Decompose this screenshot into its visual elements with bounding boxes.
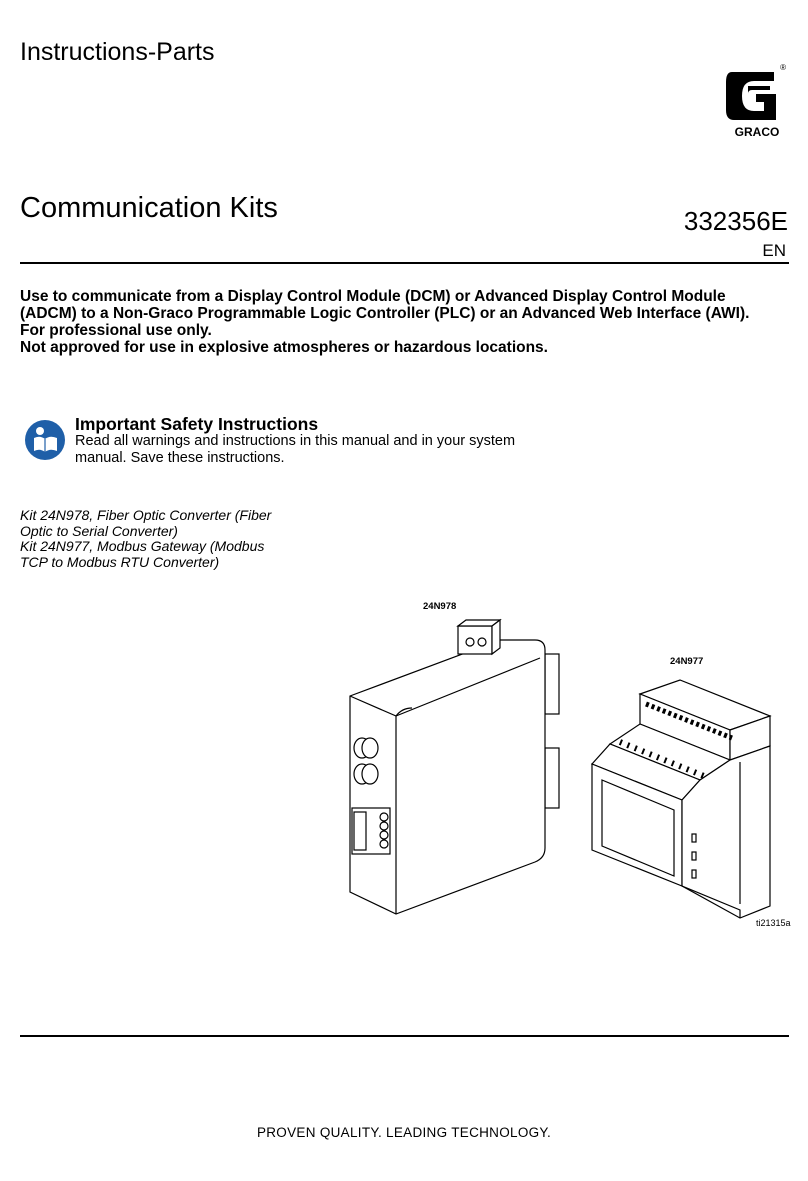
safety-line: Read all warnings and instructions in this manual and in your system <box>75 433 516 449</box>
modbus-gateway <box>592 680 770 924</box>
brand-name: GRACO <box>734 125 780 139</box>
footer-slogan: PROVEN QUALITY. LEADING TECHNOLOGY. <box>256 1125 552 1140</box>
safety-line: manual. Save these instructions. <box>75 449 285 466</box>
registered-mark: ® <box>780 64 786 72</box>
language-code: EN <box>762 241 786 260</box>
intro-line: Use to communicate from a Display Control Module (DCM) or Advanced Display Control Module <box>20 288 726 305</box>
product-illustration <box>340 612 790 928</box>
kit-line: Kit 24N977, Modbus Gateway (Modbus <box>20 538 265 554</box>
read-manual-icon <box>24 419 66 461</box>
header-divider <box>20 262 789 264</box>
kit-line: TCP to Modbus RTU Converter) <box>20 553 220 570</box>
graco-logo <box>724 64 790 140</box>
page-title: Communication Kits <box>20 192 278 224</box>
document-number: 332356E <box>683 206 788 236</box>
fiber-optic-converter <box>350 620 559 914</box>
kit-line: Kit 24N978, Fiber Optic Converter (Fiber <box>20 507 272 523</box>
kit-line: Optic to Serial Converter) <box>20 522 178 539</box>
footer-divider <box>20 1035 789 1037</box>
figure-reference: ti21315a <box>756 918 791 928</box>
document-type: Instructions-Parts <box>20 38 215 66</box>
intro-paragraph <box>20 288 790 356</box>
safety-title: Important Safety Instructions <box>75 414 319 434</box>
figure-label-24n977: 24N977 <box>670 656 704 667</box>
intro-line: For professional use only. <box>20 322 212 339</box>
kit-list <box>20 508 320 570</box>
intro-line: (ADCM) to a Non-Graco Programmable Logic Controller (PLC) or an Advanced Web Interface (AWI). <box>20 305 750 322</box>
intro-line: Not approved for use in explosive atmospheres or hazardous locations. <box>20 339 548 356</box>
safety-text <box>75 433 555 466</box>
figure-label-24n978: 24N978 <box>423 601 457 612</box>
